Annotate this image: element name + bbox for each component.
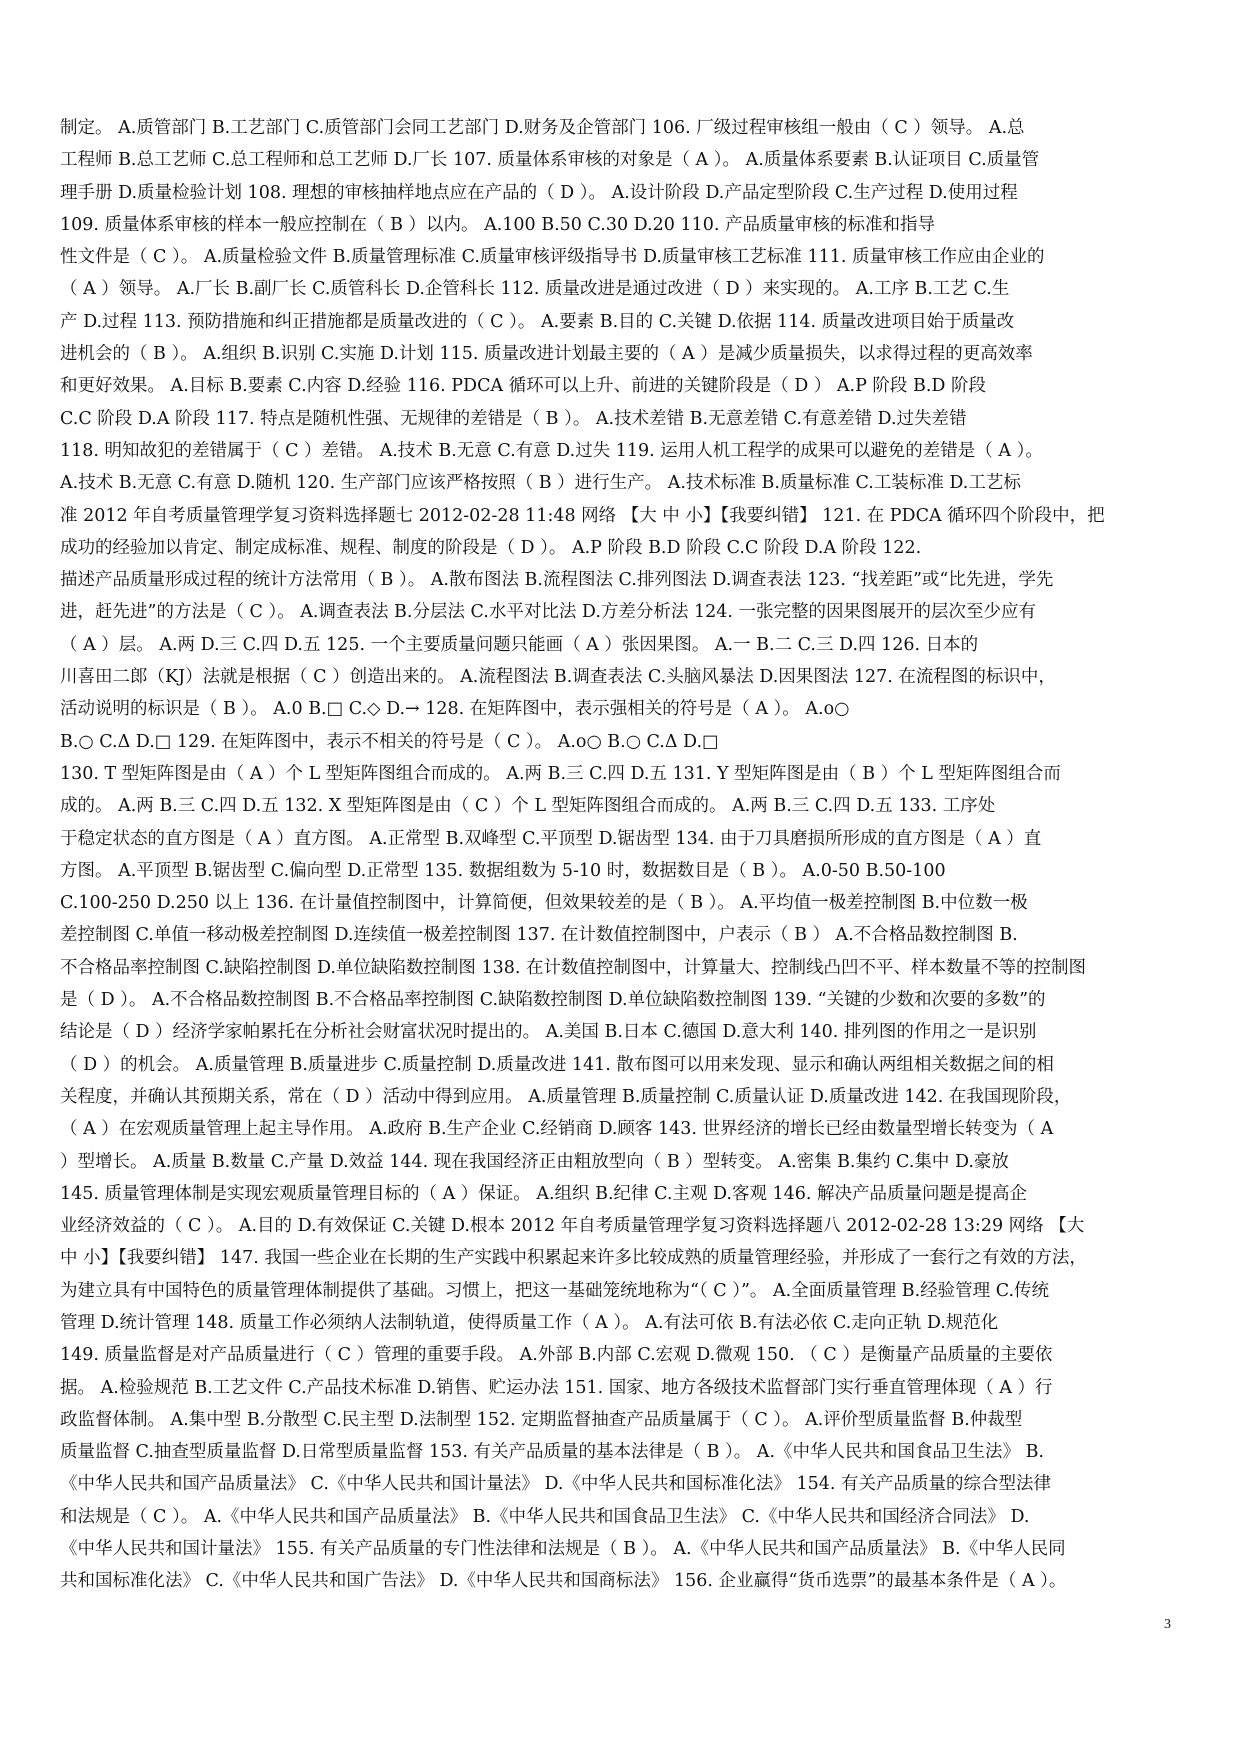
text-line: 制定。 A.质管部门 B.工艺部门 C.质管部门会同工艺部门 D.财务及企管部门 106. 厂级过程审核组一般由（ C ）领导。 A.总: [60, 118, 1025, 138]
text-line: 性文件是（ C ）。 A.质量检验文件 B.质量管理标准 C.质量审核评级指导书 D.质量审核工艺标准 111. 质量审核工作应由企业的: [60, 247, 1045, 268]
text-line: 理手册 D.质量检验计划 108. 理想的审核抽样地点应在产品的（ D ）。 A.设计阶段 D.产品定型阶段 C.生产过程 D.使用过程: [60, 182, 1018, 203]
text-line: 《中华人民共和国计量法》 155. 有关产品质量的专门性法律和法规是（ B ）。 A.《中华人民共和国产品质量法》 B.《中华人民同: [60, 1539, 1066, 1560]
text-line: 描述产品质量形成过程的统计方法常用（ B ）。 A.散布图法 B.流程图法 C.排列图法 D.调查表法 123. “找差距”或“比先进，学先: [60, 570, 1054, 591]
text-line: 149. 质量监督是对产品质量进行（ C ）管理的重要手段。 A.外部 B.内部 C.宏观 D.微观 150. （ C ）是衡量产品质量的主要依: [60, 1345, 1053, 1366]
text-line: 活动说明的标识是（ B ）。 A.0 B.□ C.◇ D.→ 128. 在矩阵图中，表示强相关的符号是（ A ）。 A.o○: [60, 699, 850, 720]
text-line: 118. 明知故犯的差错属于（ C ）差错。 A.技术 B.无意 C.有意 D.过失 119. 运用人机工程学的成果可以避免的差错是（ A ）。: [60, 440, 1043, 461]
text-line: 145. 质量管理体制是实现宏观质量管理目标的（ A ）保证。 A.组织 B.纪律 C.主观 D.客观 146. 解决产品质量问题是提高企: [60, 1183, 1028, 1204]
text-line: （ A ）层。 A.两 D.三 C.四 D.五 125. 一个主要质量问题只能画（ A ）张因果图。 A.一 B.二 C.三 D.四 126. 日本的: [60, 634, 979, 655]
text-line: 差控制图 C.单值一移动极差控制图 D.连续值一极差控制图 137. 在计数值控制图中，户表示（ B ） A.不合格品数控制图 B.: [60, 925, 1018, 946]
text-line: 130. T 型矩阵图是由（ A ）个 L 型矩阵图组合而成的。 A.两 B.三 C.四 D.五 131. Y 型矩阵图是由（ B ）个 L 型矩阵图组合而: [60, 763, 1061, 784]
text-line: C.C 阶段 D.A 阶段 117. 特点是随机性强、无规律的差错是（ B ）。 A.技术差错 B.无意差错 C.有意差错 D.过失差错: [60, 408, 967, 429]
text-line: 为建立具有中国特色的质量管理体制提供了基础。习惯上，把这一基础笼统地称为“（ C ）”。 A.全面质量管理 B.经验管理 C.传统: [60, 1280, 1050, 1301]
text-line: 管理 D.统计管理 148. 质量工作必须纳人法制轨道，使得质量工作（ A ）。 A.有法可依 B.有法必依 C.走向正轨 D.规范化: [60, 1312, 999, 1333]
text-line: 不合格品率控制图 C.缺陷控制图 D.单位缺陷数控制图 138. 在计数值控制图中，计算量大、控制线凸凹不平、样本数量不等的控制图: [60, 957, 1087, 978]
page-number: 3: [1164, 1617, 1171, 1632]
text-line: （ A ）领导。 A.厂长 B.副厂长 C.质管科长 D.企管科长 112. 质量改进是通过改进（ D ）来实现的。 A.工序 B.工艺 C.生: [60, 279, 1010, 300]
text-line: 政监督体制。 A.集中型 B.分散型 C.民主型 D.法制型 152. 定期监督抽查产品质量属于（ C ）。 A.评价型质量监督 B.仲裁型: [60, 1409, 1023, 1430]
text-line: （ A ）在宏观质量管理上起主导作用。 A.政府 B.生产企业 C.经销商 D.顾客 143. 世界经济的增长已经由数量型增长转变为（ A: [60, 1119, 1054, 1140]
text-line: A.技术 B.无意 C.有意 D.随机 120. 生产部门应该严格按照（ B ）进行生产。 A.技术标准 B.质量标准 C.工装标准 D.工艺标: [60, 473, 1021, 494]
text-line: 中 小】【我要纠错】 147. 我国一些企业在长期的生产实践中积累起来许多比较成熟的质量管理经验，并形成了一套行之有效的方法，: [60, 1248, 1087, 1269]
text-line: 成功的经验加以肯定、制定成标准、规程、制度的阶段是（ D ）。 A.P 阶段 B.D 阶段 C.C 阶段 D.A 阶段 122.: [60, 537, 922, 558]
text-line: 和更好效果。 A.目标 B.要素 C.内容 D.经验 116. PDCA 循环可以上升、前进的关键阶段是（ D ） A.P 阶段 B.D 阶段: [60, 376, 986, 397]
text-line: 《中华人民共和国产品质量法》 C.《中华人民共和国计量法》 D.《中华人民共和国标准化法》 154. 有关产品质量的综合型法律: [60, 1474, 1052, 1495]
text-line: 关程度，并确认其预期关系，常在（ D ）活动中得到应用。 A.质量管理 B.质量控制 C.质量认证 D.质量改进 142. 在我国现阶段，: [60, 1086, 1072, 1107]
text-line: 是（ D ）。 A.不合格品数控制图 B.不合格品率控制图 C.缺陷数控制图 D.单位缺陷数控制图 139. “关键的少数和次要的多数”的: [60, 990, 1046, 1011]
text-line: 工程师 B.总工艺师 C.总工程师和总工艺师 D.厂长 107. 质量体系审核的对象是（ A ）。 A.质量体系要素 B.认证项目 C.质量管: [60, 150, 1040, 171]
text-line: 结论是（ D ）经济学家帕累托在分析社会财富状况时提出的。 A.美国 B.日本 C.德国 D.意大利 140. 排列图的作用之一是识别: [60, 1022, 1037, 1043]
text-line: 川喜田二郎（KJ）法就是根据（ C ）创造出来的。 A.流程图法 B.调查表法 C.头脑风暴法 D.因果图法 127. 在流程图的标识中，: [60, 667, 1056, 688]
text-line: 据。 A.检验规范 B.工艺文件 C.产品技术标准 D.销售、贮运办法 151. 国家、地方各级技术监督部门实行垂直管理体现（ A ）行: [60, 1377, 1053, 1398]
text-line: 共和国标准化法》 C.《中华人民共和国广告法》 D.《中华人民共和国商标法》 156. 企业赢得“货币选票”的最基本条件是（ A ）。: [60, 1571, 1067, 1592]
text-line: B.○ C.Δ D.□ 129. 在矩阵图中，表示不相关的符号是（ C ）。 A.o○ B.○ C.Δ D.□: [60, 731, 719, 752]
text-line: ）型增长。 A.质量 B.数量 C.产量 D.效益 144. 现在我国经济正由粗放型向（ B ）型转变。 A.密集 B.集约 C.集中 D.豪放: [60, 1151, 1009, 1172]
text-line: （ D ）的机会。 A.质量管理 B.质量进步 C.质量控制 D.质量改进 141. 散布图可以用来发现、显示和确认两组相关数据之间的相: [60, 1054, 1054, 1075]
text-line: 质量监督 C.抽查型质量监督 D.日常型质量监督 153. 有关产品质量的基本法律是（ B ）。 A.《中华人民共和国食品卫生法》 B.: [60, 1442, 1044, 1463]
text-line: 产 D.过程 113. 预防措施和纠正措施都是质量改进的（ C ）。 A.要素 B.目的 C.关键 D.依据 114. 质量改进项目始于质量改: [60, 311, 1015, 332]
text-line: C.100-250 D.250 以上 136. 在计量值控制图中，计算简便，但效果较差的是（ B ）。 A.平均值一极差控制图 B.中位数一极: [60, 893, 1028, 914]
text-line: 于稳定状态的直方图是（ A ）直方图。 A.正常型 B.双峰型 C.平顶型 D.锯齿型 134. 由于刀具磨损所形成的直方图是（ A ）直: [60, 828, 1042, 849]
text-line: 和法规是（ C ）。 A.《中华人民共和国产品质量法》 B.《中华人民共和国食品卫生法》 C.《中华人民共和国经济合同法》 D.: [60, 1506, 1030, 1527]
text-line: 准 2012 年自考质量管理学复习资料选择题七 2012-02-28 11:48 网络 【大 中 小】【我要纠错】 121. 在 PDCA 循环四个阶段中，把: [60, 505, 1105, 526]
text-line: 进，赶先进”的方法是（ C ）。 A.调查表法 B.分层法 C.水平对比法 D.方差分析法 124. 一张完整的因果图展开的层次至少应有: [60, 602, 1036, 623]
text-line: 成的。 A.两 B.三 C.四 D.五 132. X 型矩阵图是由（ C ）个 L 型矩阵图组合而成的。 A.两 B.三 C.四 D.五 133. 工序处: [60, 796, 996, 817]
text-line: 业经济效益的（ C ）。 A.目的 D.有效保证 C.关键 D.根本 2012 年自考质量管理学复习资料选择题八 2012-02-28 13:29 网络 【大: [60, 1216, 1085, 1237]
text-line: 进机会的（ B ）。 A.组织 B.识别 C.实施 D.计划 115. 质量改进计划最主要的（ A ）是减少质量损失，以求得过程的更高效率: [60, 344, 1033, 365]
text-line: 109. 质量体系审核的样本一般应控制在（ B ）以内。 A.100 B.50 C.30 D.20 110. 产品质量审核的标准和指导: [60, 214, 935, 235]
question-text-block: [60, 112, 1180, 1598]
text-line: 方图。 A.平顶型 B.锯齿型 C.偏向型 D.正常型 135. 数据组数为 5-10 时，数据数目是（ B ）。 A.0-50 B.50-100: [60, 860, 946, 881]
